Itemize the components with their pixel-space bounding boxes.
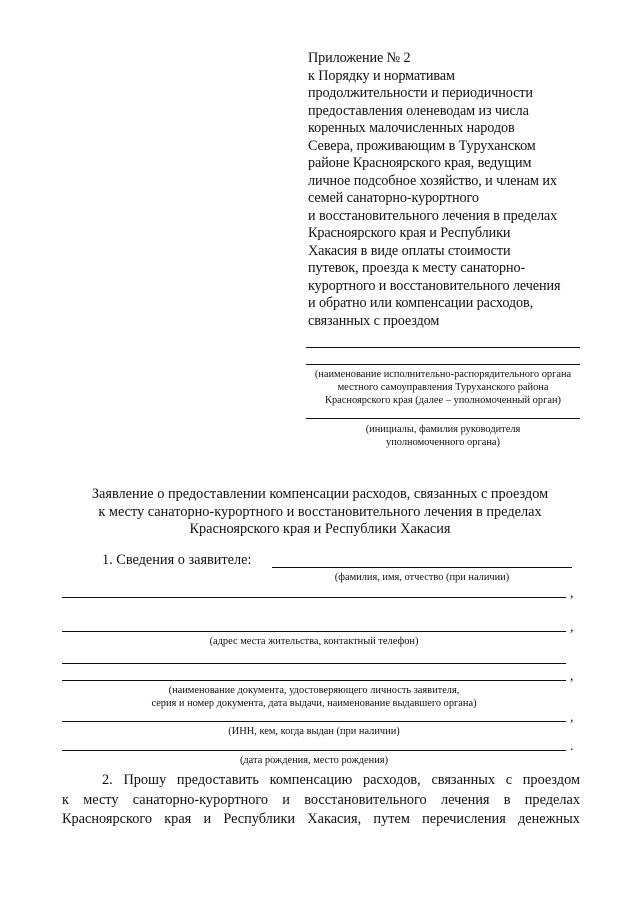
appendix-line: Хакасия в виде оплаты стоимости — [308, 242, 511, 259]
address-line-2[interactable] — [62, 663, 566, 664]
section2-word: с — [505, 772, 513, 788]
section2-word: расходов, — [363, 772, 421, 788]
address-caption: (адрес места жительства, контактный телефон) — [209, 636, 419, 647]
section2-word: предоставить — [176, 772, 259, 788]
comma-mark: , — [570, 586, 574, 601]
section2-line — [62, 810, 580, 830]
appendix-line: личное подсобное хозяйство, и членам их — [308, 172, 557, 189]
inn-caption: (ИНН, кем, когда выдан (при наличии) — [228, 726, 400, 737]
appendix-line: Севера, проживающим в Туруханском — [308, 137, 536, 154]
organ-caption-2: местного самоуправления Туруханского района — [337, 382, 549, 393]
address-line-1[interactable] — [62, 631, 566, 632]
section2-word: восстановительного — [304, 791, 427, 808]
organ-caption-1: (наименование исполнительно-распорядительного органа — [314, 369, 572, 380]
section2-word: к — [62, 791, 69, 808]
section2-word: санаторно-курортного — [132, 791, 269, 808]
organ-name-line-1[interactable] — [306, 347, 580, 348]
head-name-line[interactable] — [306, 418, 580, 419]
appendix-line: коренных малочисленных народов — [308, 120, 515, 136]
section2-word: денежных — [518, 811, 580, 827]
section2-word: и — [203, 811, 212, 827]
comma-mark: , — [570, 669, 574, 684]
comma-mark: , — [570, 620, 574, 635]
document-caption-1: (наименование документа, удостоверяющего личность заявителя, — [168, 685, 460, 696]
appendix-line: районе Красноярского края, ведущим — [308, 155, 532, 171]
appendix-line: Красноярского края и Республики — [308, 225, 511, 241]
section2-word: компенсацию — [269, 772, 353, 788]
birth-caption: (дата рождения, место рождения) — [239, 755, 389, 766]
section2-line — [62, 791, 580, 811]
birth-line[interactable] — [62, 750, 566, 751]
appendix-line: семей санаторно-курортного — [308, 190, 479, 206]
title-line: к месту санаторно-курортного и восстановительного лечения в пределах — [98, 503, 542, 520]
head-caption-1: (инициалы, фамилия руководителя — [365, 424, 521, 435]
section2-line — [62, 771, 580, 791]
fio-caption: (фамилия, имя, отчество (при наличии) — [334, 572, 510, 583]
section2-word: пределах — [524, 791, 580, 808]
comma-mark: , — [570, 710, 574, 725]
organ-name-line-2[interactable] — [306, 364, 580, 365]
title-line: Заявление о предоставлении компенсации расходов, связанных с проездом — [91, 486, 549, 502]
section2-word: и — [282, 791, 290, 808]
section2-word: края — [164, 811, 192, 827]
document-line[interactable] — [62, 680, 566, 681]
section2-word: 2. — [102, 772, 113, 788]
section2-word: Хакасия, — [307, 811, 362, 827]
appendix-line: Приложение № 2 — [308, 50, 411, 66]
section2-word: Красноярского — [62, 811, 152, 827]
section2-word: перечисления — [422, 811, 506, 827]
fio-continuation-line[interactable] — [62, 597, 566, 598]
head-caption-2: уполномоченного органа) — [386, 437, 500, 448]
section2-word: Прошу — [123, 772, 167, 788]
section2-word: Республики — [223, 811, 296, 827]
section2-word: путем — [373, 811, 410, 827]
title-line: Красноярского края и Республики Хакасия — [189, 521, 451, 538]
section2-word: проездом — [522, 772, 580, 788]
appendix-line: путевок, проезда к месту санаторно- — [308, 260, 526, 276]
appendix-line: к Порядку и нормативам — [308, 67, 455, 84]
document-caption-2: серия и номер документа, дата выдачи, наименование выдавшего органа) — [151, 698, 477, 709]
appendix-line: продолжительности и периодичности — [308, 85, 533, 101]
section2-word: связанных — [431, 772, 495, 788]
section1-label: 1. Сведения о заявителе: — [102, 552, 252, 568]
section2-word: лечения — [440, 791, 490, 808]
appendix-line: предоставления оленеводам из числа — [308, 102, 529, 119]
section2-word: месту — [83, 791, 119, 808]
appendix-line: и восстановительного лечения в пределах — [308, 207, 558, 224]
fio-line[interactable] — [272, 567, 572, 568]
section2-paragraph — [62, 771, 580, 830]
section2-word: в — [503, 791, 511, 808]
appendix-line: связанных с проездом — [308, 312, 440, 329]
appendix-line: курортного и восстановительного лечения — [308, 277, 561, 294]
statement-title — [40, 486, 600, 539]
inn-line[interactable] — [62, 721, 566, 722]
organ-caption-3: Красноярского края (далее – уполномоченный орган) — [325, 395, 561, 406]
appendix-header — [308, 50, 598, 330]
appendix-line: и обратно или компенсации расходов, — [308, 295, 534, 311]
period-mark: . — [570, 739, 574, 754]
